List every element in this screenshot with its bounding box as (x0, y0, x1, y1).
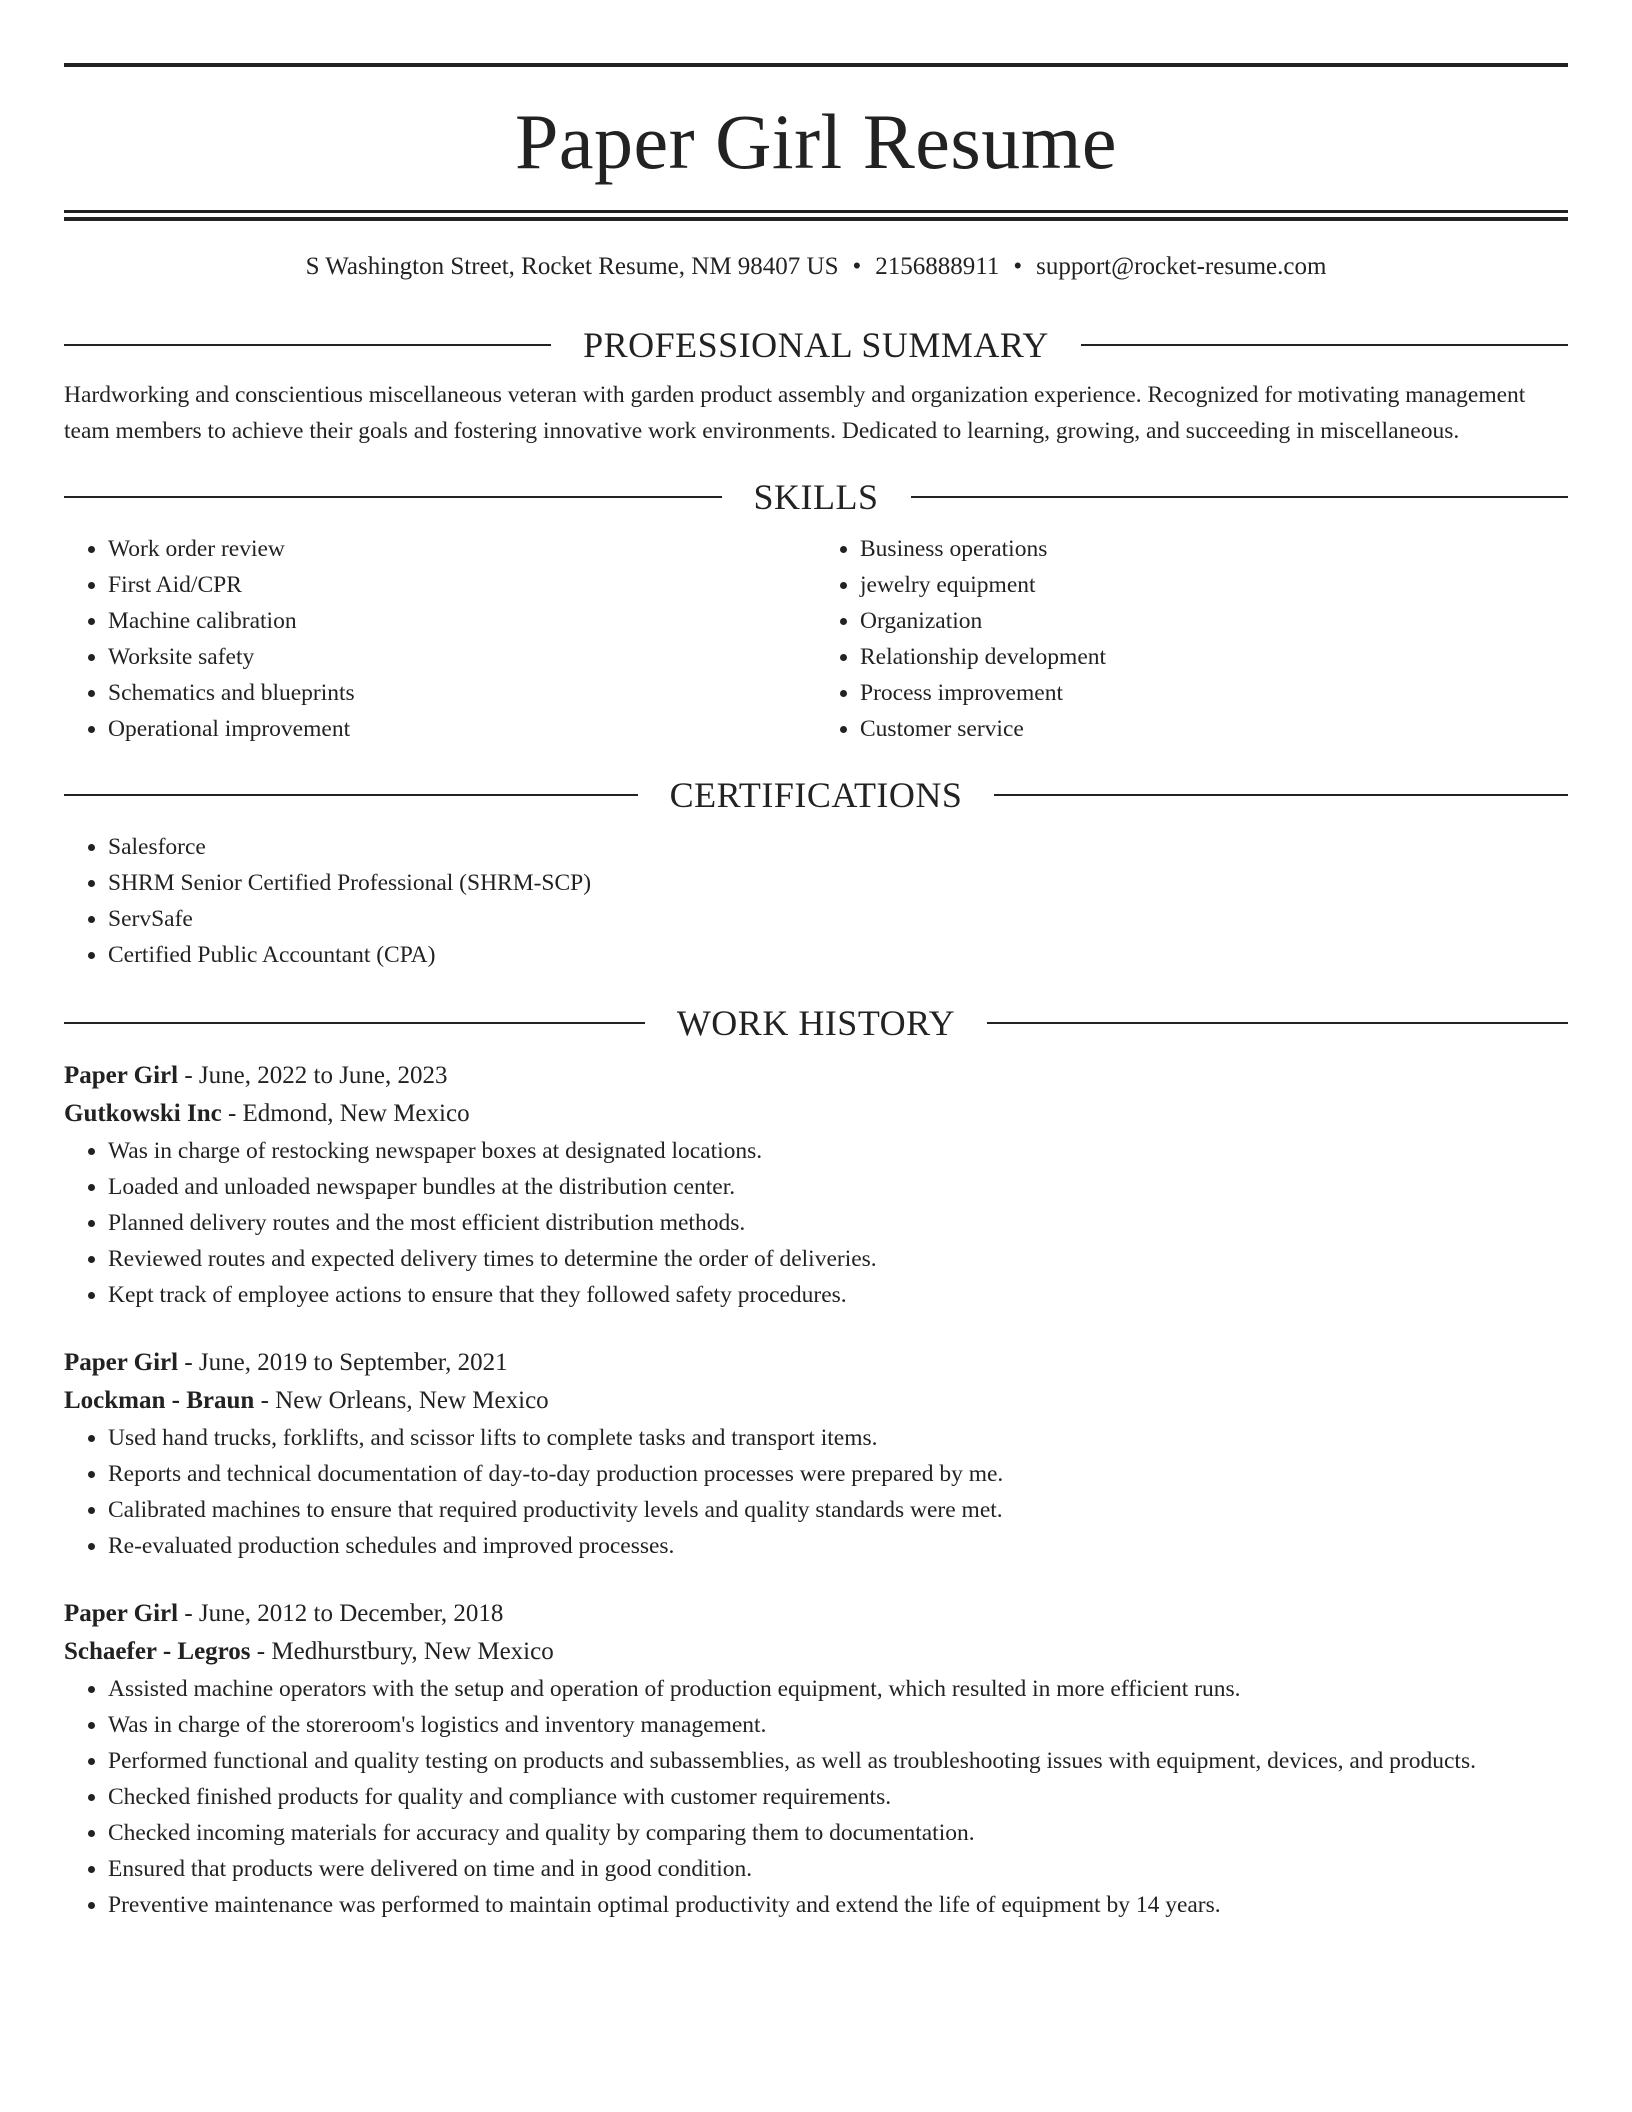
skill-item: • Machine calibration (108, 603, 816, 639)
skill-item: • Operational improvement (108, 711, 816, 747)
job-bullet: • Used hand trucks, forklifts, and scissor lifts to complete tasks and transport items. (108, 1420, 1568, 1456)
job-company-line (64, 1633, 1568, 1671)
section-header-summary (64, 323, 1568, 367)
section-title: PROFESSIONAL SUMMARY (583, 325, 1049, 365)
section-rule (64, 344, 551, 346)
job-bullet: • Checked incoming materials for accuracy and quality by comparing them to documentation. (108, 1815, 1568, 1851)
job-dates: - June, 2012 to December, 2018 (178, 1600, 504, 1627)
section-rule (987, 1022, 1568, 1024)
section-rule (64, 496, 722, 498)
job-dates: - June, 2019 to September, 2021 (178, 1349, 508, 1376)
skill-item: • Work order review (108, 531, 816, 567)
section-rule (64, 1022, 645, 1024)
job-role-line (64, 1344, 1568, 1382)
skill-item: • jewelry equipment (860, 567, 1568, 603)
job-role: Paper Girl (64, 1600, 179, 1627)
address: S Washington Street, Rocket Resume, NM 98407 US (305, 253, 839, 280)
job-role: Paper Girl (64, 1349, 179, 1376)
resume-title: Paper Girl Resume (514, 98, 1118, 185)
skills-list (64, 531, 1568, 747)
work-history-list (64, 1057, 1568, 1923)
skill-item: • Organization (860, 603, 1568, 639)
job-bullet: • Preventive maintenance was performed to maintain optimal productivity and extend the life of equipment by 14 years. (108, 1887, 1568, 1923)
job-bullet: • Planned delivery routes and the most efficient distribution methods. (108, 1205, 1568, 1241)
section-header-work-history (64, 1001, 1568, 1045)
job-company-line (64, 1382, 1568, 1420)
job-role: Paper Girl (64, 1062, 179, 1089)
job-bullet: • Was in charge of the storeroom's logistics and inventory management. (108, 1707, 1568, 1743)
job-bullet: • Re-evaluated production schedules and improved processes. (108, 1528, 1568, 1564)
section-rule (911, 496, 1569, 498)
certifications-list (64, 829, 1568, 973)
skill-item: • Process improvement (860, 675, 1568, 711)
skill-item: • Business operations (860, 531, 1568, 567)
section-title: CERTIFICATIONS (669, 775, 963, 815)
section-rule (994, 794, 1568, 796)
job-bullet: • Reviewed routes and expected delivery times to determine the order of deliveries. (108, 1241, 1568, 1277)
job-bullet: • Assisted machine operators with the setup and operation of production equipment, which resulted in more efficient runs. (108, 1671, 1568, 1707)
skill-item: • Worksite safety (108, 639, 816, 675)
job-role-line (64, 1057, 1568, 1095)
skill-item: • Customer service (860, 711, 1568, 747)
contact-line (64, 251, 1568, 283)
job-bullet: • Checked finished products for quality and compliance with customer requirements. (108, 1779, 1568, 1815)
section-header-skills (64, 475, 1568, 519)
job-entry (64, 1344, 1568, 1564)
job-bullet: • Ensured that products were delivered on time and in good condition. (108, 1851, 1568, 1887)
job-location: - New Orleans, New Mexico (254, 1387, 549, 1414)
skill-item: • Relationship development (860, 639, 1568, 675)
phone: 2156888911 (875, 253, 1000, 280)
resume-page (64, 0, 1568, 1923)
job-entry (64, 1595, 1568, 1923)
title-double-rule (64, 210, 1568, 221)
summary-text: Hardworking and conscientious miscellaneous veteran with garden product assembly and organization experience. Recognized for motivating management team members to achieve their goals and fostering innovative work environments. Dedicated to learning, growing, and succeeding in miscellaneous. (64, 382, 1526, 444)
job-company: Schaefer - Legros (64, 1638, 251, 1665)
section-title: WORK HISTORY (676, 1003, 956, 1043)
contact-separator: • (1013, 253, 1023, 280)
job-company-line (64, 1095, 1568, 1133)
job-company: Lockman - Braun (64, 1387, 255, 1414)
top-rule (64, 63, 1568, 67)
skill-item: • Schematics and blueprints (108, 675, 816, 711)
job-bullets (64, 1133, 1568, 1313)
job-bullets (64, 1420, 1568, 1564)
job-location: - Medhurstbury, New Mexico (250, 1638, 554, 1665)
certification-item: • SHRM Senior Certified Professional (SHRM-SCP) (108, 865, 1568, 901)
contact-separator: • (852, 253, 862, 280)
job-role-line (64, 1595, 1568, 1633)
certification-item: • Certified Public Accountant (CPA) (108, 937, 1568, 973)
certification-item: • ServSafe (108, 901, 1568, 937)
section-rule (64, 794, 638, 796)
job-bullet: • Reports and technical documentation of day-to-day production processes were prepared by me. (108, 1456, 1568, 1492)
job-bullet: • Performed functional and quality testing on products and subassemblies, as well as troubleshooting issues with equipment, devices, and products. (108, 1743, 1568, 1779)
skill-item: • First Aid/CPR (108, 567, 816, 603)
job-bullet: • Kept track of employee actions to ensure that they followed safety procedures. (108, 1277, 1568, 1313)
job-bullets (64, 1671, 1568, 1923)
job-dates: - June, 2022 to June, 2023 (178, 1062, 448, 1089)
section-rule (1081, 344, 1568, 346)
section-header-certifications (64, 773, 1568, 817)
job-bullet: • Was in charge of restocking newspaper boxes at designated locations. (108, 1133, 1568, 1169)
job-bullet: • Loaded and unloaded newspaper bundles at the distribution center. (108, 1169, 1568, 1205)
skills-column-left (64, 531, 816, 747)
job-company: Gutkowski Inc (64, 1100, 222, 1127)
certification-item: • Salesforce (108, 829, 1568, 865)
skills-column-right (816, 531, 1568, 747)
email: support@rocket-resume.com (1036, 253, 1327, 280)
job-location: - Edmond, New Mexico (221, 1100, 470, 1127)
job-bullet: • Calibrated machines to ensure that required productivity levels and quality standards were met. (108, 1492, 1568, 1528)
section-title: SKILLS (753, 477, 879, 517)
job-entry (64, 1057, 1568, 1313)
